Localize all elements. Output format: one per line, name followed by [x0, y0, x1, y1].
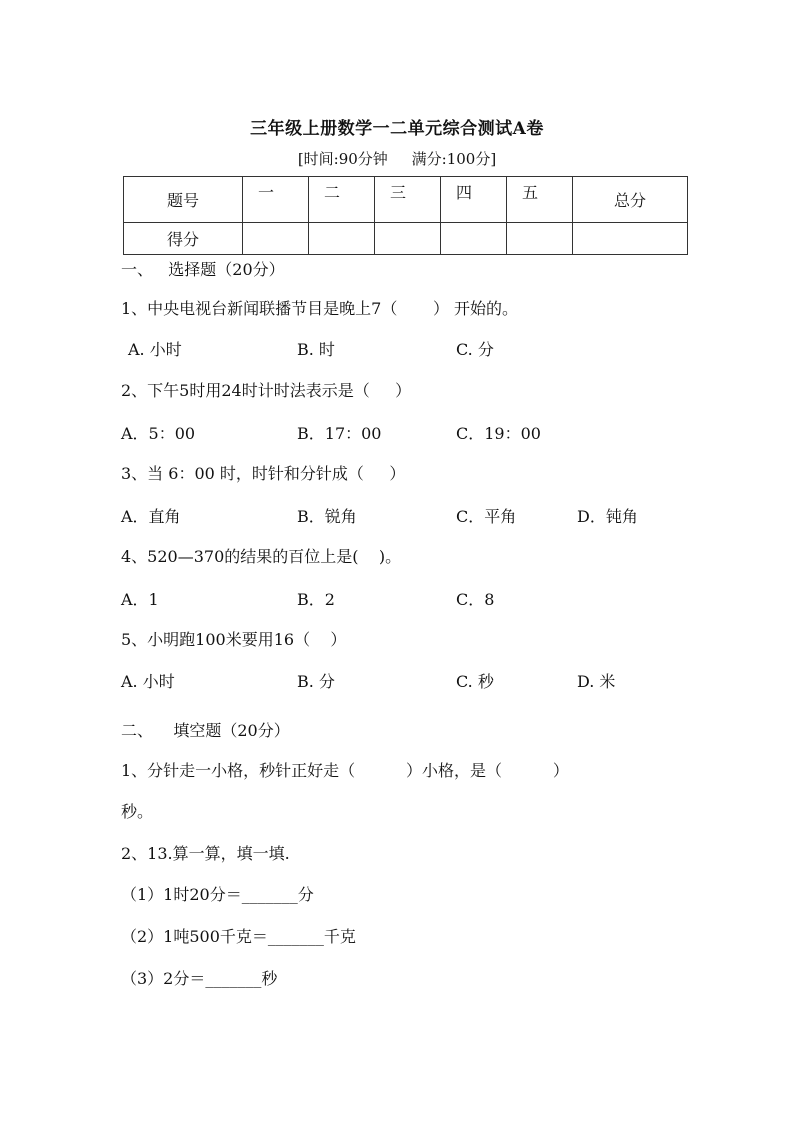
- score-table: [123, 176, 688, 255]
- q2-option-b[interactable]: B．17：00: [297, 424, 382, 443]
- column-4: 四: [441, 177, 507, 223]
- q1-option-c[interactable]: C. 分: [456, 340, 494, 359]
- section1-heading: 一、 选择题（20分）: [121, 260, 285, 279]
- question-5: 5、小明跑100米要用16（ ）: [121, 630, 347, 649]
- score-table-header-row: [124, 177, 688, 223]
- score-cell-5[interactable]: [507, 223, 573, 255]
- score-cell-total[interactable]: [573, 223, 688, 255]
- column-1: 一: [243, 177, 309, 223]
- question-number-label: 题号: [124, 177, 243, 223]
- question-1: 1、中央电视台新闻联播节目是晚上7（ ） 开始的。: [121, 299, 519, 318]
- fill-question-2-item-3[interactable]: （3）2分＝_______秒: [121, 969, 278, 988]
- exam-time-and-score: [时间:90分钟 满分:100分]: [297, 150, 497, 168]
- q1-option-a[interactable]: A. 小时: [128, 340, 182, 359]
- question-4: 4、520—370的结果的百位上是( )。: [121, 547, 402, 566]
- q3-option-b[interactable]: B．锐角: [297, 507, 357, 526]
- fill-question-2-item-2[interactable]: （2）1吨500千克＝_______千克: [121, 927, 356, 946]
- score-cell-2[interactable]: [309, 223, 375, 255]
- score-cell-1[interactable]: [243, 223, 309, 255]
- score-cell-4[interactable]: [441, 223, 507, 255]
- column-5: 五: [507, 177, 573, 223]
- question-3: 3、当 6：00 时，时针和分针成（ ）: [121, 464, 406, 483]
- q4-option-b[interactable]: B．2: [297, 590, 335, 609]
- question-2: 2、下午5时用24时计时法表示是（ ）: [121, 381, 412, 400]
- q5-option-a[interactable]: A. 小时: [121, 672, 175, 691]
- section2-heading: 二、 填空题（20分）: [121, 721, 290, 740]
- fill-question-2-item-1[interactable]: （1）1时20分＝_______分: [121, 885, 314, 904]
- column-2: 二: [309, 177, 375, 223]
- q2-option-a[interactable]: A．5：00: [121, 424, 196, 443]
- q3-option-d[interactable]: D．钝角: [577, 507, 638, 526]
- total-score-label: 总分: [573, 177, 688, 223]
- q4-option-c[interactable]: C．8: [456, 590, 495, 609]
- q4-option-a[interactable]: A．1: [121, 590, 159, 609]
- score-table-score-row: [124, 223, 688, 255]
- q5-option-b[interactable]: B. 分: [297, 672, 335, 691]
- fill-question-1-line1: 1、分针走一小格，秒针正好走（ ）小格，是（ ）: [121, 761, 569, 780]
- column-3: 三: [375, 177, 441, 223]
- q2-option-c[interactable]: C．19：00: [456, 424, 541, 443]
- fill-question-1-line2: 秒。: [121, 802, 154, 821]
- score-label: 得分: [124, 223, 243, 255]
- q5-option-c[interactable]: C. 秒: [456, 672, 494, 691]
- q1-option-b[interactable]: B. 时: [297, 340, 335, 359]
- q5-option-d[interactable]: D. 米: [577, 672, 616, 691]
- q3-option-a[interactable]: A．直角: [121, 507, 181, 526]
- page-title: 三年级上册数学一二单元综合测试A卷: [250, 119, 544, 139]
- fill-question-2-title: 2、13.算一算，填一填.: [121, 844, 290, 863]
- score-cell-3[interactable]: [375, 223, 441, 255]
- q3-option-c[interactable]: C．平角: [456, 507, 517, 526]
